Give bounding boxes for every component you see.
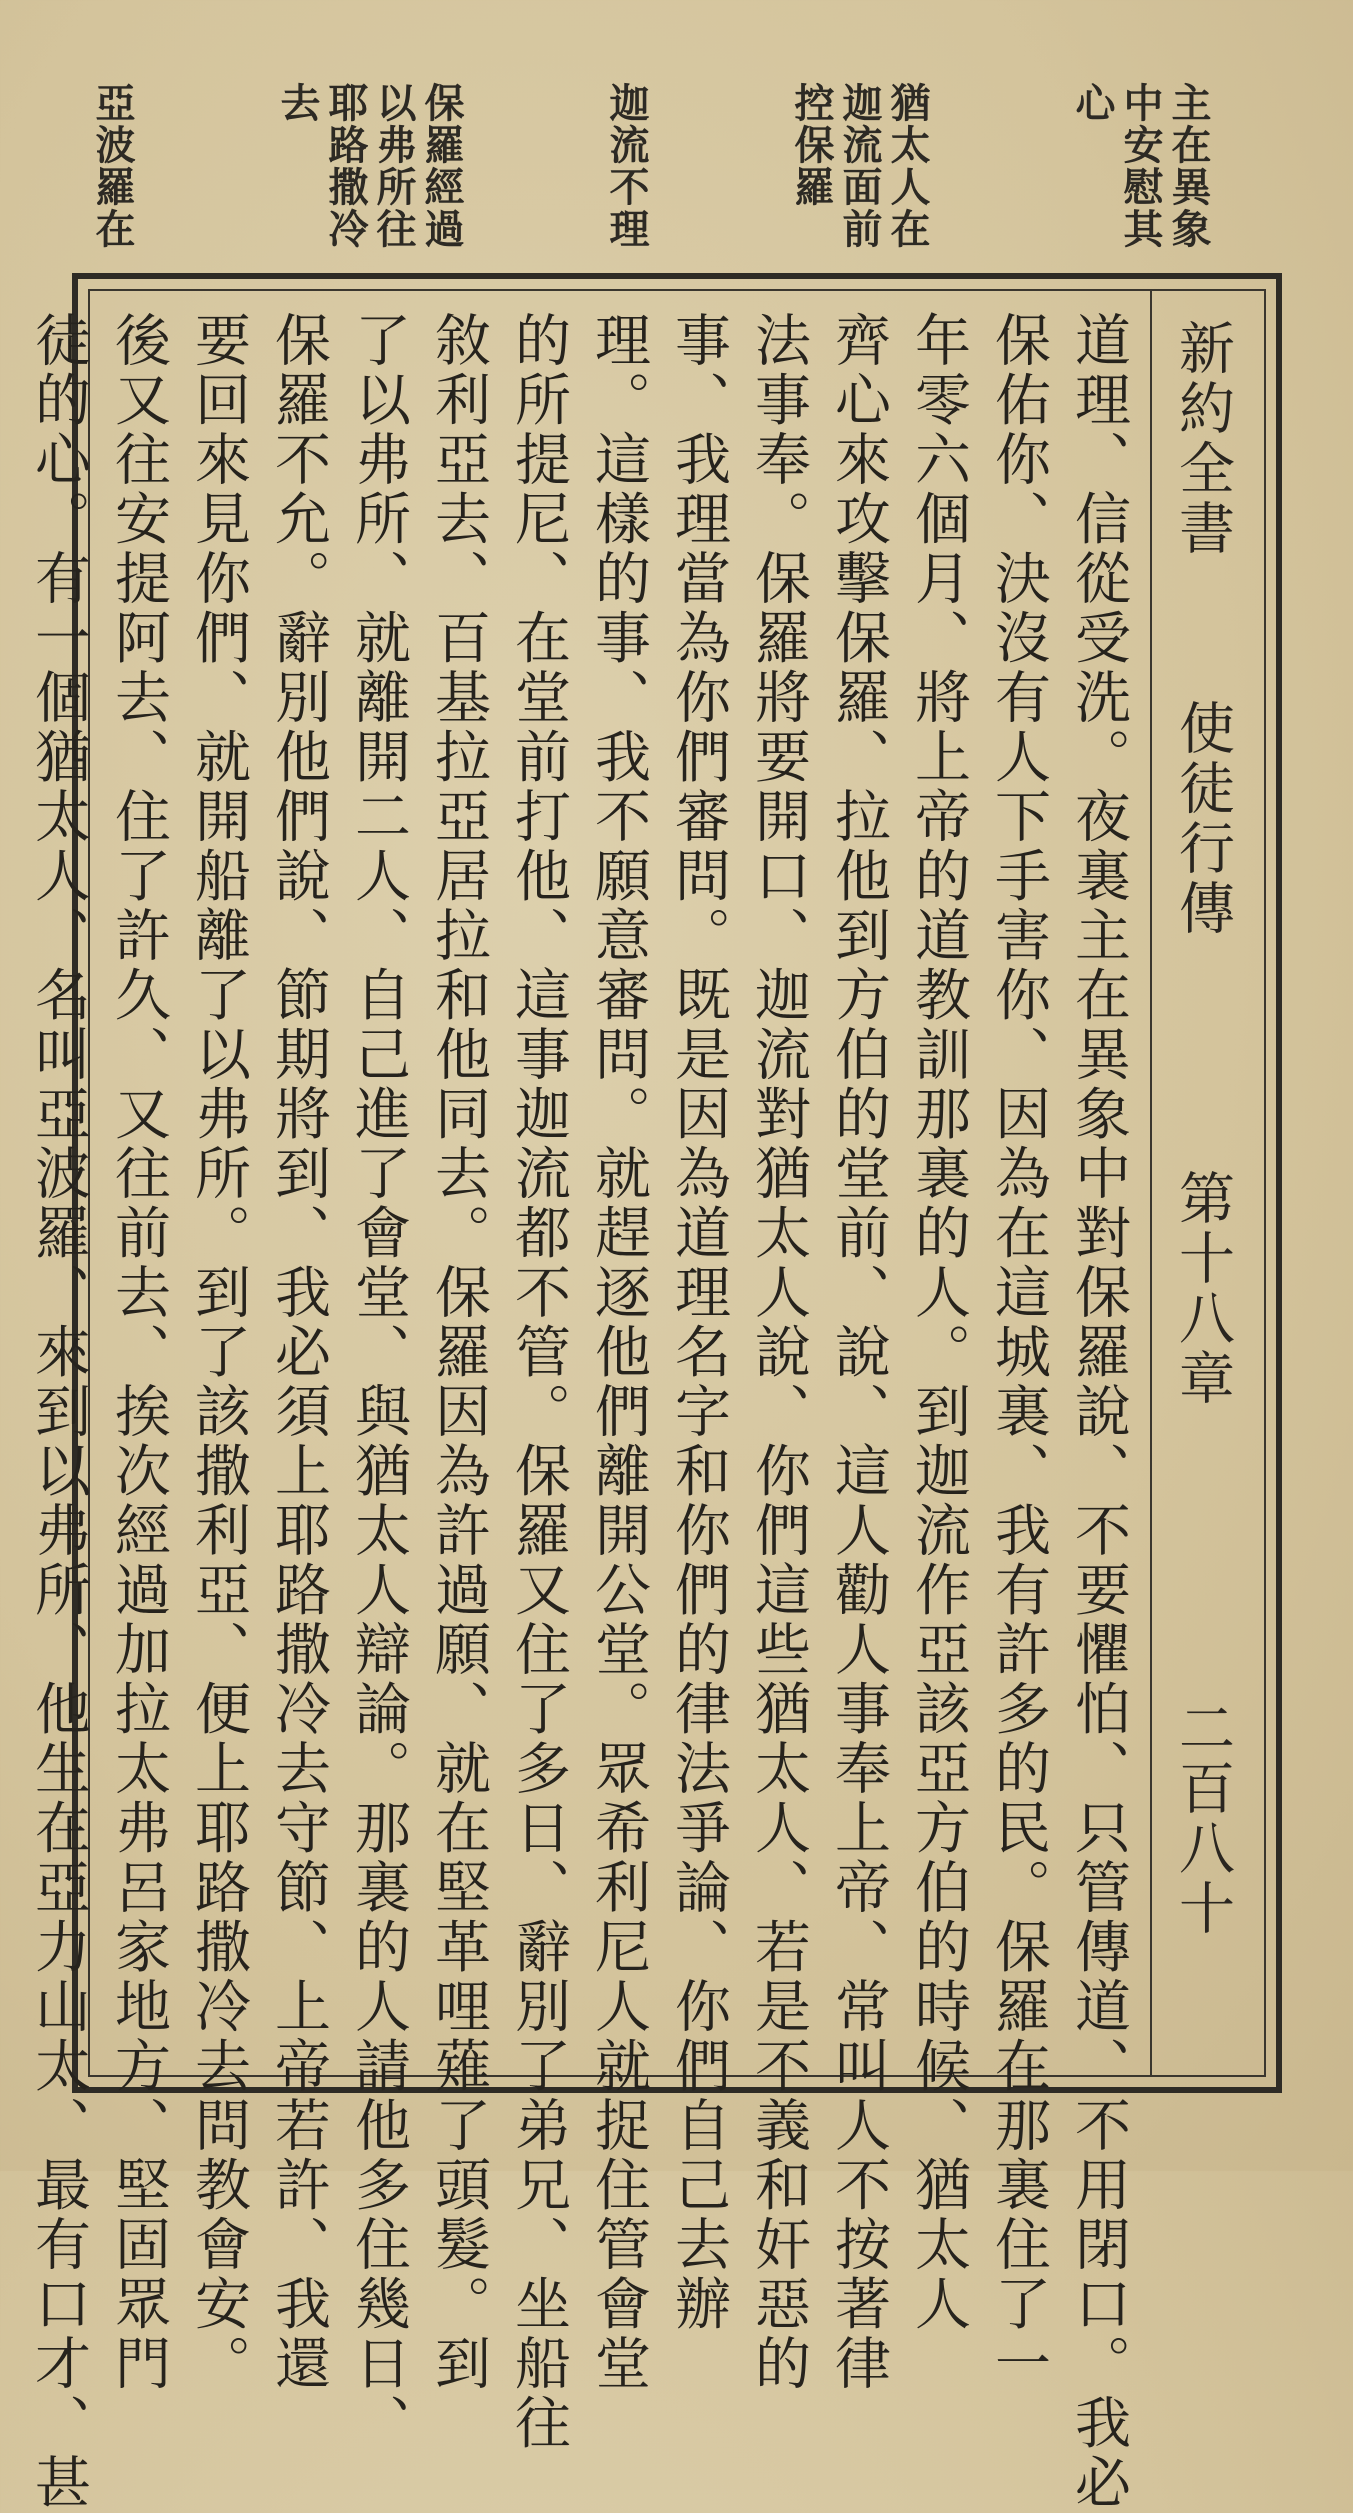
margin-note-line: 以弗所往 <box>370 82 417 250</box>
text-column: 後又往安提阿去、住了許久、又往前去、挨次經過加拉太弗呂家地方、堅固眾門 <box>106 311 171 2394</box>
text-column: 道理、信從受洗。夜裏主在異象中對保羅說、不要懼怕、只管傳道、不用閉口。我必 <box>1066 311 1131 2513</box>
text-frame <box>26 273 1282 2513</box>
margin-note-line: 去 <box>274 82 321 124</box>
margin-note-accused <box>789 82 929 272</box>
text-column: 理。這樣的事、我不願意審問。就趕逐他們離開公堂。眾希利尼人就捉住管會堂 <box>586 311 651 2394</box>
text-frame-inner <box>26 289 1266 2513</box>
text-column: 年零六個月、將上帝的道教訓那裏的人。到迦流作亞該亞方伯的時候、猶太人 <box>906 311 971 2334</box>
section-title: 使徒行傳 <box>1170 699 1235 939</box>
text-column: 事、我理當為你們審問。既是因為道理名字和你們的律法爭論、你們自己去辦 <box>666 311 731 2334</box>
text-column: 要回來見你們、就開船離了以弗所。到了該撒利亞、便上耶路撒冷去問教會安。 <box>186 311 251 2394</box>
margin-notes <box>90 82 1210 272</box>
running-header <box>1154 319 1250 2051</box>
margin-note-line: 迦流不理 <box>603 82 650 250</box>
margin-note-line: 亞波羅在 <box>89 82 136 250</box>
margin-note-line: 控保羅 <box>788 82 835 208</box>
text-column: 的所提尼、在堂前打他、這事迦流都不管。保羅又住了多日、辭別了弟兄、坐船往 <box>506 311 571 2453</box>
book-title: 新約全書 <box>1170 319 1235 559</box>
margin-note-line: 中安慰其 <box>1117 82 1164 250</box>
margin-note-line: 保羅經過 <box>418 82 465 250</box>
margin-note-journey <box>275 82 463 272</box>
margin-note-line: 主在異象 <box>1165 82 1212 250</box>
body-text <box>26 311 1138 2513</box>
chapter-label: 第十八章 <box>1170 1169 1235 1409</box>
margin-note-line: 猶太人在 <box>884 82 931 250</box>
header-divider <box>1150 291 1152 2075</box>
margin-note-line: 耶路撒冷 <box>322 82 369 250</box>
margin-note-gallio <box>604 82 648 272</box>
text-column: 了以弗所、就離開二人、自己進了會堂、與猶太人辯論。那裏的人請他多住幾日、 <box>346 311 411 2453</box>
margin-note-apollos <box>90 82 134 272</box>
text-column: 保羅不允。辭別他們說、節期將到、我必須上耶路撒冷去守節、上帝若許、我還 <box>266 311 331 2394</box>
margin-note-line: 心 <box>1069 82 1116 124</box>
page-number: 二百八十 <box>1170 1699 1235 1939</box>
text-column: 法事奉。保羅將要開口、迦流對猶太人說、你們這些猶太人、若是不義和奸惡的 <box>746 311 811 2394</box>
text-column: 敘利亞去、百基拉亞居拉和他同去。保羅因為許過願、就在堅革哩薙了頭髮。到 <box>426 311 491 2394</box>
margin-note-line: 迦流面前 <box>836 82 883 250</box>
text-column: 徒的心。有一個猶太人、名叫亞波羅、來到以弗所、他生在亞力山太、最有口才、甚 <box>26 311 91 2513</box>
margin-note-vision <box>1070 82 1210 272</box>
text-column: 保佑你、決沒有人下手害你、因為在這城裏、我有許多的民。保羅在那裏住了一 <box>986 311 1051 2394</box>
text-column: 齊心來攻擊保羅、拉他到方伯的堂前、說、這人勸人事奉上帝、常叫人不按著律 <box>826 311 891 2394</box>
